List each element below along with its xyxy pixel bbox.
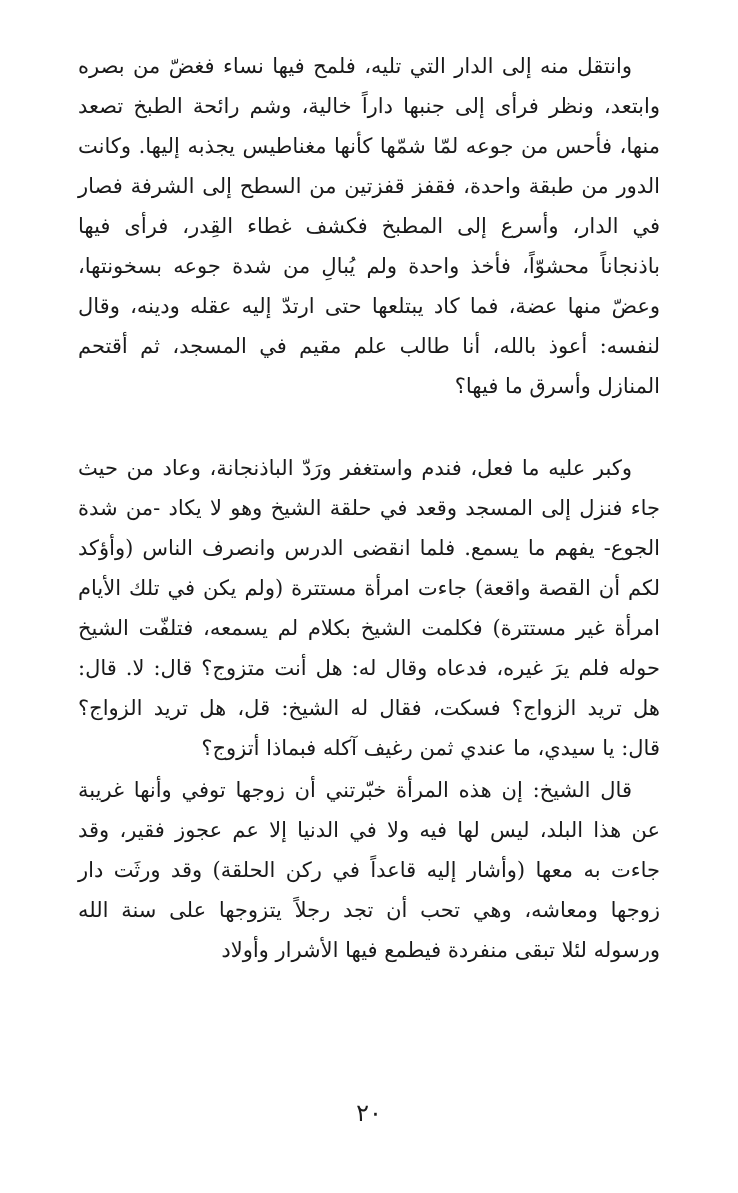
paragraph-3 xyxy=(78,770,660,970)
paragraph-1 xyxy=(78,46,660,406)
paragraph-3-text: قال الشيخ: إن هذه المرأة خبّرتني أن زوجها توفي وأنها غريبة عن هذا البلد، ليس لها فيه ولا في الدنيا إلا عم عجوز فقير، وقد جاءت به معها (وأشار إليه قاعداً في ركن الحلقة) وقد ورثَت دار زوجها ومعاشه، وهي تحب أن تجد رجلاً يتزوجها على سنة الله ورسوله لئلا تبقى منفردة فيطمع فيها الأشرار وأولاد xyxy=(78,778,660,962)
paragraph-2 xyxy=(78,448,660,768)
page-number: ٢٠ xyxy=(356,1099,382,1127)
paragraph-2-text: وكبر عليه ما فعل، فندم واستغفر ورَدّ الباذنجانة، وعاد من حيث جاء فنزل إلى المسجد وقعد في حلقة الشيخ وهو لا يكاد -من شدة الجوع- يفهم ما يسمع. فلما انقضى الدرس وانصرف الناس (وأؤكد لكم أن القصة واقعة) جاءت امرأة مستترة (ولم يكن في تلك الأيام امرأة غير مستترة) فكلمت الشيخ بكلام لم يسمعه، فتلفّت الشيخ حوله فلم يرَ غيره، فدعاه وقال له: هل أنت متزوج؟ قال: لا. قال: هل تريد الزواج؟ فسكت، فقال له الشيخ: قل، هل تريد الزواج؟ قال: يا سيدي، ما عندي ثمن رغيف آكله فبماذا أتزوج؟ xyxy=(78,456,660,760)
paragraph-1-text: وانتقل منه إلى الدار التي تليه، فلمح فيها نساء فغضّ من بصره وابتعد، ونظر فرأى إلى جنبها داراً خالية، وشم رائحة الطبخ تصعد منها، فأحس من جوعه لمّا شمّها كأنها مغناطيس يجذبه إليها. وكانت الدور من طبقة واحدة، فقفز قفزتين من السطح إلى الشرفة فصار في الدار، وأسرع إلى المطبخ فكشف غطاء القِدر، فرأى فيها باذنجاناً محشوّاً، فأخذ واحدة ولم يُبالِ من شدة جوعه بسخونتها، وعضّ منها عضة، فما كاد يبتلعها حتى ارتدّ إليه عقله ودينه، وقال لنفسه: أعوذ بالله، أنا طالب علم مقيم في المسجد، ثم أقتحم المنازل وأسرق ما فيها؟ xyxy=(78,54,660,398)
